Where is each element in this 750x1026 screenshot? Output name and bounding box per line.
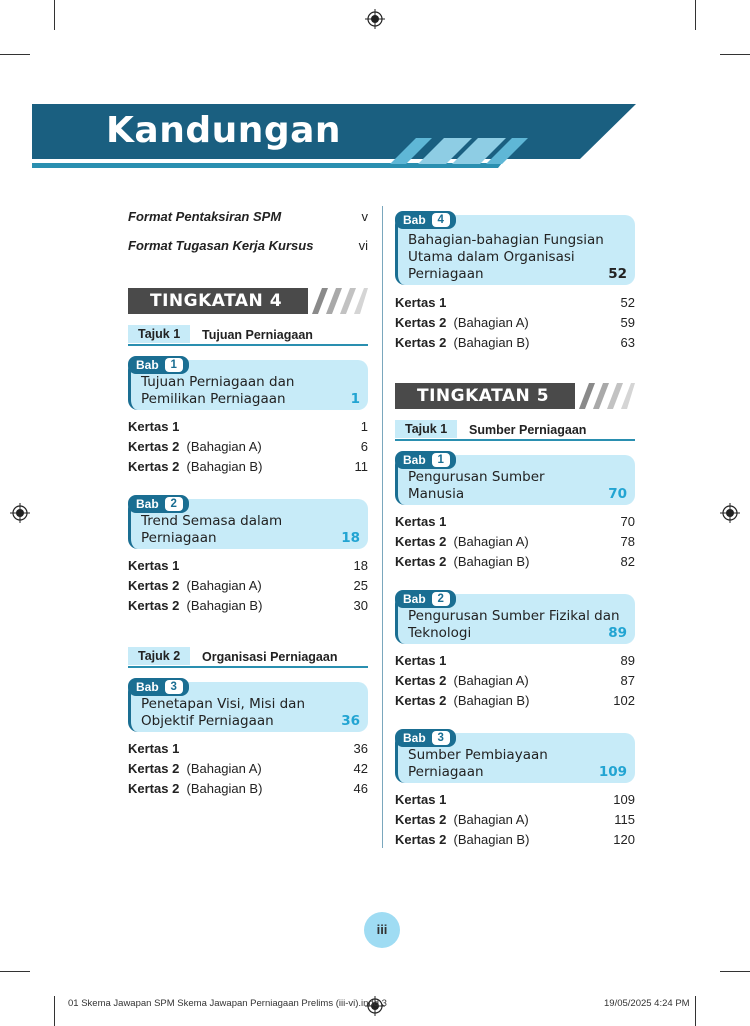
kertas-row: Kertas 2 (Bahagian A) 78 [395, 534, 635, 549]
bab-entry[interactable] [128, 495, 368, 549]
tajuk-tag: Tajuk 1 [128, 325, 190, 343]
tajuk-heading [395, 420, 635, 442]
bab-title: Trend Semasa dalam Perniagaan [141, 513, 283, 546]
crop-mark [720, 971, 750, 972]
kertas-row: Kertas 2 (Bahagian B) 120 [395, 832, 635, 847]
kertas-row: Kertas 2 (Bahagian A) 87 [395, 673, 635, 688]
format-label: Format Pentaksiran SPM [128, 209, 282, 224]
bab-title: Sumber Pembiayaan Perniagaan [408, 747, 548, 780]
crop-mark [54, 996, 55, 1026]
kertas-row: Kertas 1 18 [128, 558, 368, 573]
stripes-icon [565, 383, 635, 409]
bab-entry[interactable] [395, 590, 635, 644]
kertas-row: Kertas 1 36 [128, 741, 368, 756]
tajuk-tag: Tajuk 2 [128, 647, 190, 665]
bab-title: Bahagian-bahagian Fungsian Utama dalam Organisasi Perniagaan [408, 232, 604, 282]
footer-file: 01 Skema Jawapan SPM Skema Jawapan Perniagaan Prelims (iii-vi).indd 3 [68, 998, 387, 1009]
bab-page: 52 [608, 266, 627, 282]
kertas-row: Kertas 2 (Bahagian A) 42 [128, 761, 368, 776]
format-page: vi [358, 238, 368, 253]
bab-label: Bab 3 [128, 678, 189, 696]
crop-mark [0, 54, 30, 55]
bab-label: Bab 1 [128, 356, 189, 374]
bab-page: 89 [608, 625, 627, 641]
bab-title: Pengurusan Sumber Manusia [408, 469, 545, 502]
bab-label: Bab 2 [128, 495, 189, 513]
bab-entry[interactable] [395, 451, 635, 505]
tingkatan-title: TINGKATAN 4 [150, 291, 283, 311]
bab-page: 36 [341, 713, 360, 729]
format-line [128, 238, 368, 253]
kertas-row: Kertas 2 (Bahagian A) 115 [395, 812, 635, 827]
bab-label: Bab 4 [395, 211, 456, 229]
bab-title: Pengurusan Sumber Fizikal dan Teknologi [408, 608, 620, 641]
tajuk-heading [128, 325, 368, 347]
page-title: Kandungan [106, 110, 342, 151]
bab-page: 18 [341, 530, 360, 546]
kertas-row: Kertas 2 (Bahagian B) 46 [128, 781, 368, 796]
crop-mark [0, 971, 30, 972]
kertas-row: Kertas 1 89 [395, 653, 635, 668]
tajuk-name: Organisasi Perniagaan [202, 650, 338, 664]
bab-title: Tujuan Perniagaan dan Pemilikan Perniagaan [141, 374, 295, 407]
bab-entry[interactable] [395, 729, 635, 783]
bab-title: Penetapan Visi, Misi dan Objektif Perniagaan [141, 696, 306, 729]
stripes-icon [298, 288, 368, 314]
kertas-row: Kertas 2 (Bahagian B) 82 [395, 554, 635, 569]
kertas-row: Kertas 2 (Bahagian B) 102 [395, 693, 635, 708]
format-page: v [361, 209, 368, 224]
bab-page: 70 [608, 486, 627, 502]
column-divider [382, 206, 383, 848]
tajuk-heading [128, 647, 368, 669]
footer-timestamp: 19/05/2025 4:24 PM [604, 998, 690, 1009]
registration-mark-icon [365, 9, 385, 29]
tingkatan-4-header [128, 288, 366, 314]
format-label: Format Tugasan Kerja Kursus [128, 238, 314, 253]
kertas-row: Kertas 1 1 [128, 419, 368, 434]
kertas-row: Kertas 1 70 [395, 514, 635, 529]
crop-mark [54, 0, 55, 30]
bab-label: Bab 3 [395, 729, 456, 747]
registration-mark-icon [720, 503, 740, 523]
tajuk-tag: Tajuk 1 [395, 420, 457, 438]
crop-mark [720, 54, 750, 55]
bab-page: 1 [350, 391, 360, 407]
bab-page: 109 [598, 764, 627, 780]
crop-mark [695, 0, 696, 30]
kertas-row: Kertas 2 (Bahagian B) 11 [128, 459, 368, 474]
kertas-row: Kertas 2 (Bahagian A) 6 [128, 439, 368, 454]
bab-entry[interactable] [395, 211, 635, 285]
crop-mark [695, 996, 696, 1026]
bab-entry[interactable] [128, 678, 368, 732]
kertas-row: Kertas 2 (Bahagian B) 30 [128, 598, 368, 613]
bab-label: Bab 2 [395, 590, 456, 608]
bab-label: Bab 1 [395, 451, 456, 469]
bab-entry[interactable] [128, 356, 368, 410]
tingkatan-5-header [395, 383, 633, 409]
kertas-row: Kertas 1 109 [395, 792, 635, 807]
tajuk-name: Tujuan Perniagaan [202, 328, 313, 342]
kertas-row: Kertas 2 (Bahagian A) 59 [395, 315, 635, 330]
kertas-row: Kertas 2 (Bahagian A) 25 [128, 578, 368, 593]
page-number: iii [364, 912, 400, 948]
registration-mark-icon [10, 503, 30, 523]
tingkatan-title: TINGKATAN 5 [417, 386, 550, 406]
format-line [128, 209, 368, 224]
kertas-row: Kertas 2 (Bahagian B) 63 [395, 335, 635, 350]
kertas-row: Kertas 1 52 [395, 295, 635, 310]
tajuk-name: Sumber Perniagaan [469, 423, 587, 437]
